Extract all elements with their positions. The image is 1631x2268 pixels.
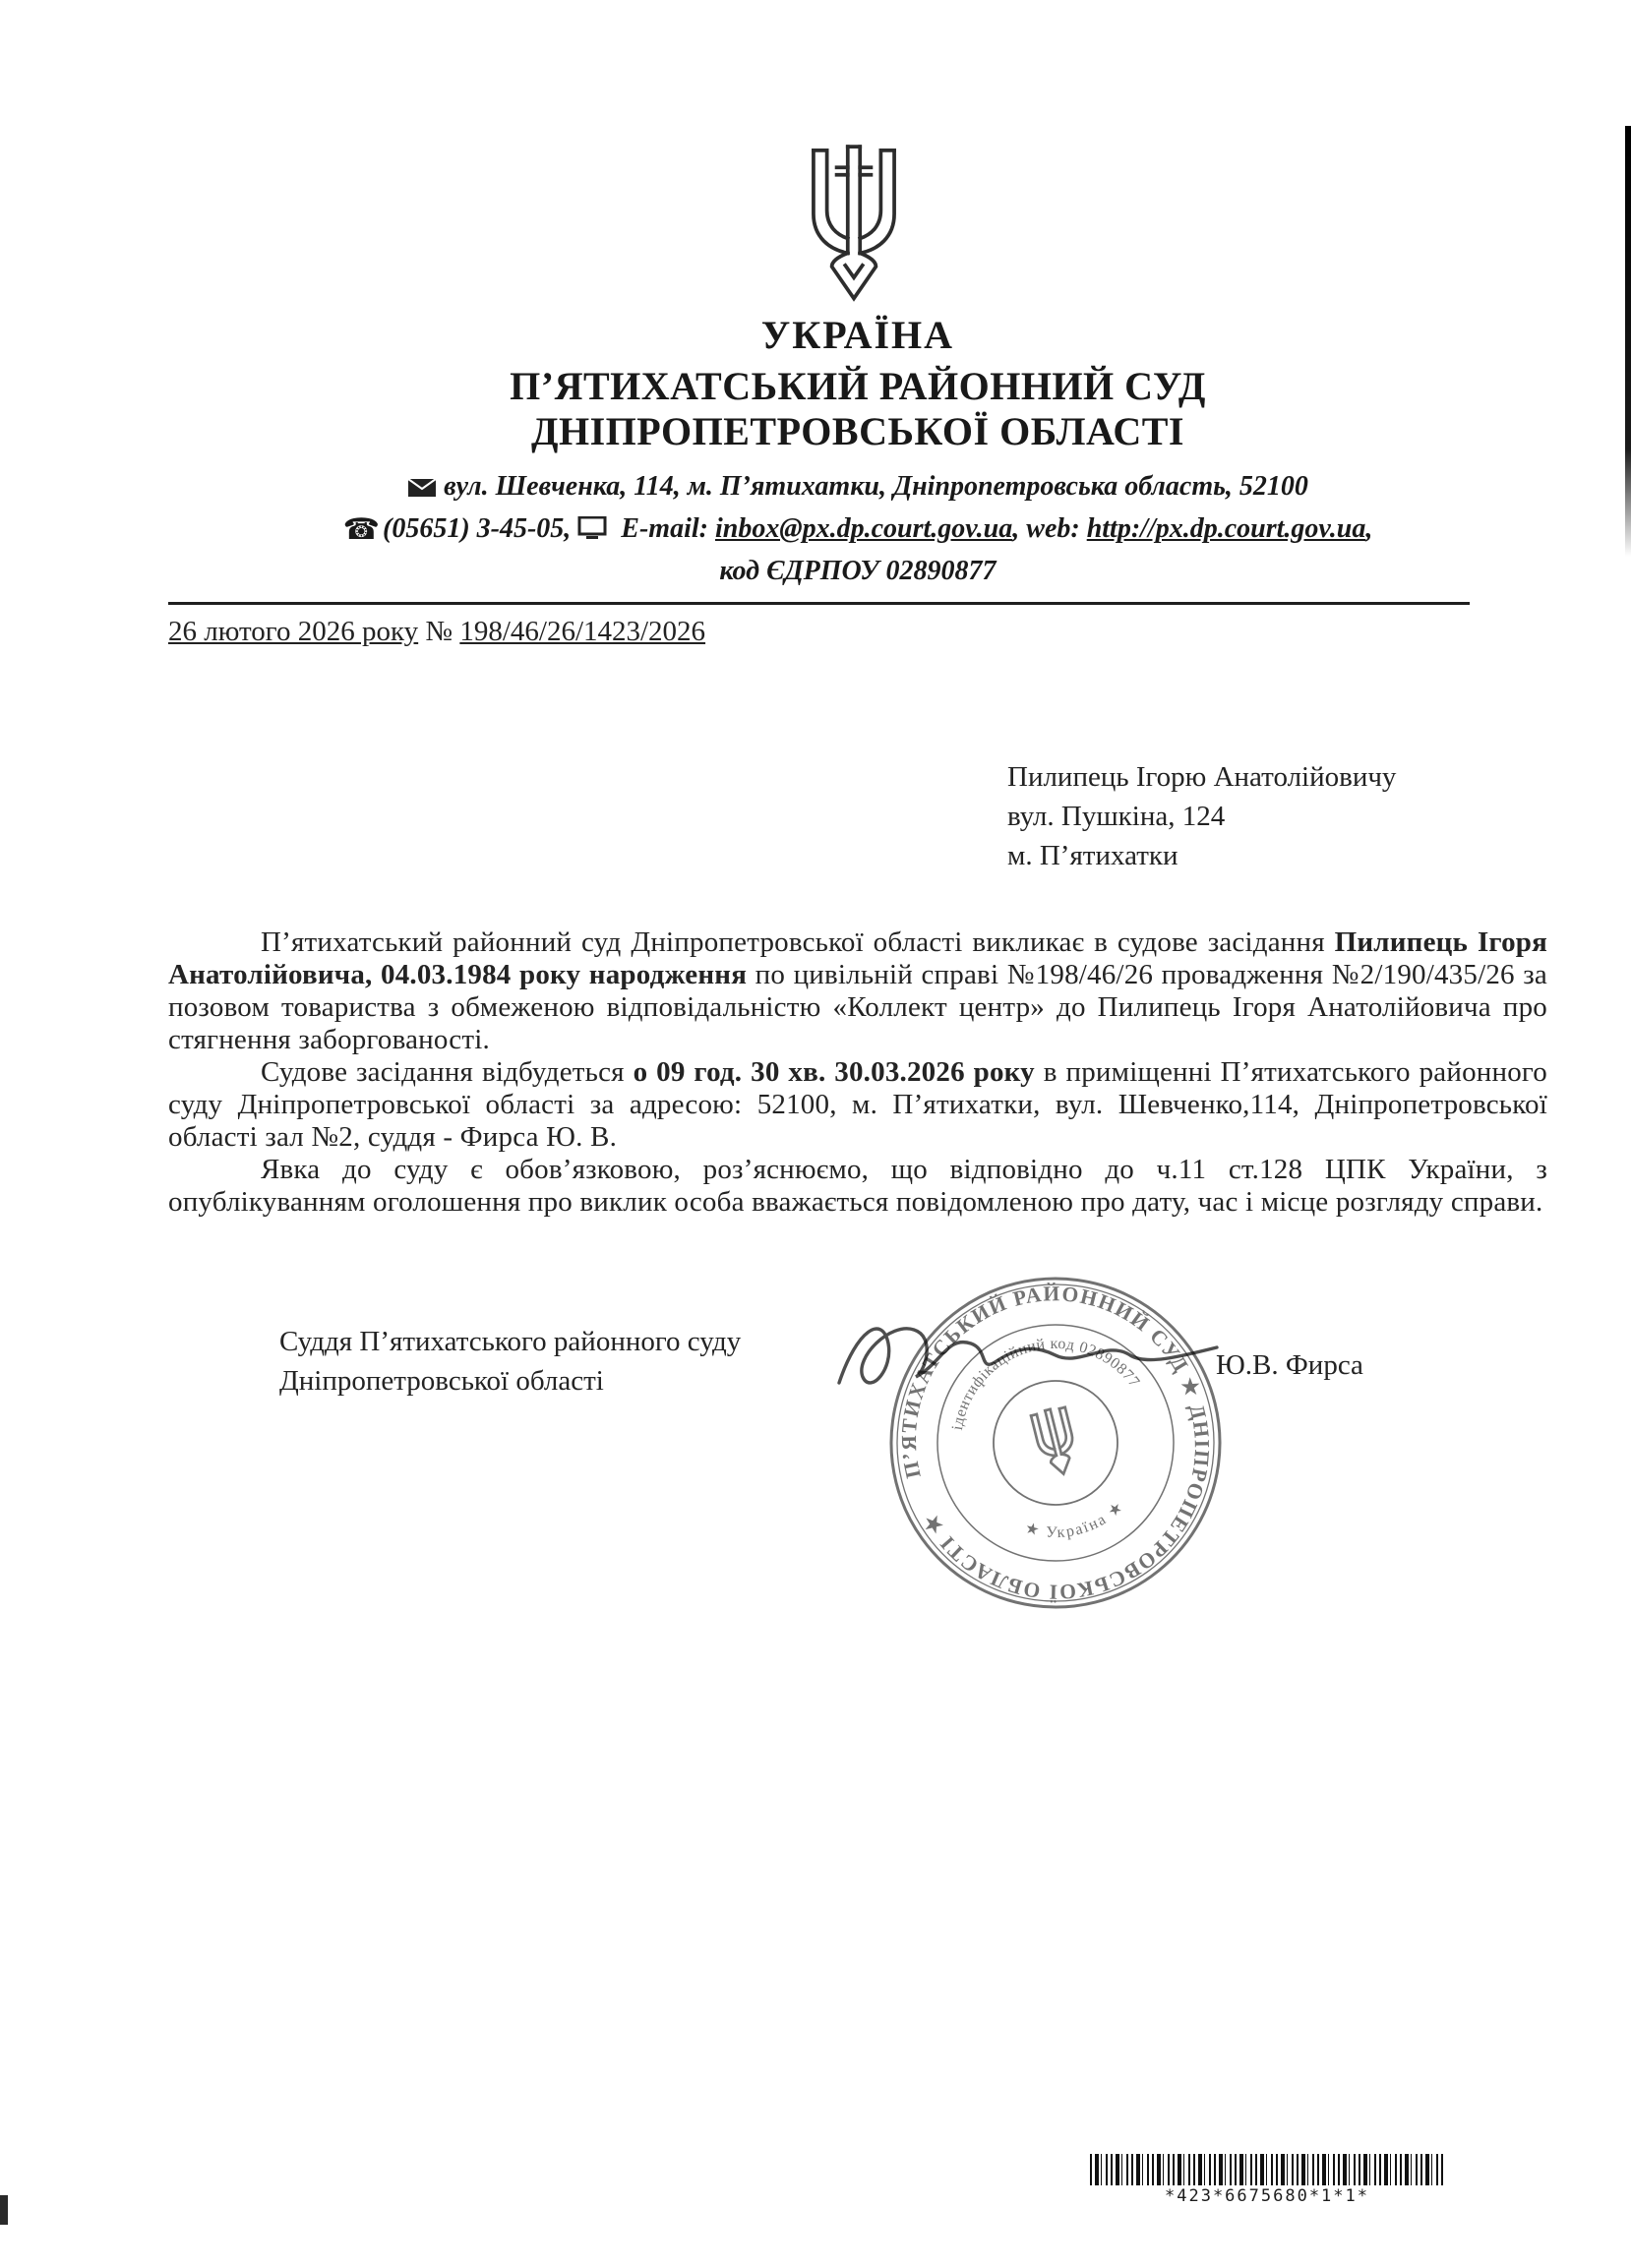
number-sign: № — [425, 616, 453, 647]
recipient-name: Пилипець Ігорю Анатолійовичу — [1007, 761, 1397, 793]
paragraph-obligation — [168, 1154, 1547, 1219]
address-line — [168, 470, 1547, 506]
signatory-title-block — [279, 1322, 741, 1401]
court-email: inbox@px.dp.court.gov.ua — [714, 513, 1013, 544]
computer-icon — [577, 515, 607, 548]
body-text-segment-bold: Пилипець Ігоря Анатолійовича, 04.03.1984 року народження — [168, 926, 1547, 990]
paragraph-summons — [168, 926, 1547, 1056]
stamp-ring-text: П’ЯТИХАТСЬКИЙ РАЙОННИЙ СУД ★ ДНІПРОПЕТРОВСЬКОЇ ОБЛАСТІ ★ — [896, 1282, 1215, 1604]
comma: , — [1365, 513, 1373, 544]
judge-name: Ю.В. Фирса — [1216, 1349, 1363, 1381]
signatory-title-line1: Суддя П’ятихатського районного суду — [279, 1326, 742, 1357]
body-text-segment: по цивільній справі №198/46/26 провадження №2/190/435/26 за позовом товариства з обмеженою відповідальністю «Коллект центр» до Пилипець Ігоря Анатолійовича про стягнення заборгованості. — [168, 959, 1547, 1055]
letterhead-divider — [168, 602, 1470, 605]
stamp-code-text: ідентифікаційний код 02890877 — [948, 1335, 1143, 1432]
body-text-segment: в приміщенні П’ятихатського районного суду Дніпропетровської області за адресою: 52100, м. П’ятихатки, вул. Шевченко,114, Дніпропетровської області зал №2, суддя - Фирса Ю. В. — [168, 1056, 1547, 1153]
court-seal-stamp — [847, 1234, 1264, 1651]
contacts-line — [168, 512, 1547, 548]
email-label: E-mail: — [621, 513, 708, 544]
letter-number: 198/46/26/1423/2026 — [459, 616, 706, 647]
trident-icon — [799, 143, 909, 305]
edrpou-line: код ЄДРПОУ 02890877 — [719, 556, 997, 586]
phone-icon: ☎ — [342, 512, 380, 547]
scan-artifact-bottom-left — [0, 2195, 8, 2225]
web-label: web: — [1026, 513, 1080, 544]
body-text-segment: Судове засідання відбудеться — [261, 1056, 634, 1088]
recipient-city: м. П’ятихатки — [1007, 840, 1178, 871]
stamp-trident-icon — [1031, 1405, 1081, 1478]
svg-text:П’ЯТИХАТСЬКИЙ РАЙОННИЙ СУД ★ Д — [864, 1248, 1247, 1638]
court-address: вул. Шевченка, 114, м. П’ятихатки, Дніпропетровська область, 52100 — [444, 471, 1308, 502]
court-phone: (05651) 3-45-05, — [383, 513, 572, 544]
body-text-segment: Явка до суду є обов’язковою, роз’яснюємо, що відповідно до ч.11 ст.128 ЦПК України, з опублікуванням оголошення про виклик особа вважається повідомленою про дату, час і місце розгляду справи. — [168, 1154, 1547, 1218]
reference-line — [168, 614, 705, 649]
barcode-text: *423*6675680*1*1* — [1165, 2186, 1369, 2206]
stamp-country-text: ★ Україна ★ — [1023, 1497, 1128, 1542]
court-name-line2: ДНІПРОПЕТРОВСЬКОЇ ОБЛАСТІ — [530, 409, 1184, 453]
recipient-block — [1007, 757, 1396, 875]
letter-date: 26 лютого 2026 року — [168, 616, 419, 647]
letterhead — [168, 313, 1547, 587]
letter-body — [168, 926, 1547, 1219]
body-text-segment-bold: о 09 год. 30 хв. 30.03.2026 року — [633, 1056, 1035, 1088]
comma: , — [1012, 513, 1020, 544]
envelope-icon — [407, 473, 437, 506]
paragraph-hearing — [168, 1056, 1547, 1154]
recipient-street: вул. Пушкіна, 124 — [1007, 801, 1226, 832]
scan-artifact-right-edge — [1625, 126, 1631, 557]
svg-text:★ Україна ★ — [1020, 1496, 1132, 1552]
body-text-segment: П’ятихатський районний суд Дніпропетровської області викликає в судове засідання — [261, 926, 1335, 958]
court-website: http://px.dp.court.gov.ua — [1086, 513, 1366, 544]
barcode — [1090, 2154, 1444, 2206]
country-title: УКРАЇНА — [760, 313, 955, 357]
signatory-title-line2: Дніпропетровської області — [279, 1365, 604, 1397]
court-name-line1: П’ЯТИХАТСЬКИЙ РАЙОННИЙ СУД — [510, 364, 1206, 408]
ukraine-trident-emblem — [799, 143, 909, 305]
barcode-bars — [1090, 2154, 1444, 2185]
